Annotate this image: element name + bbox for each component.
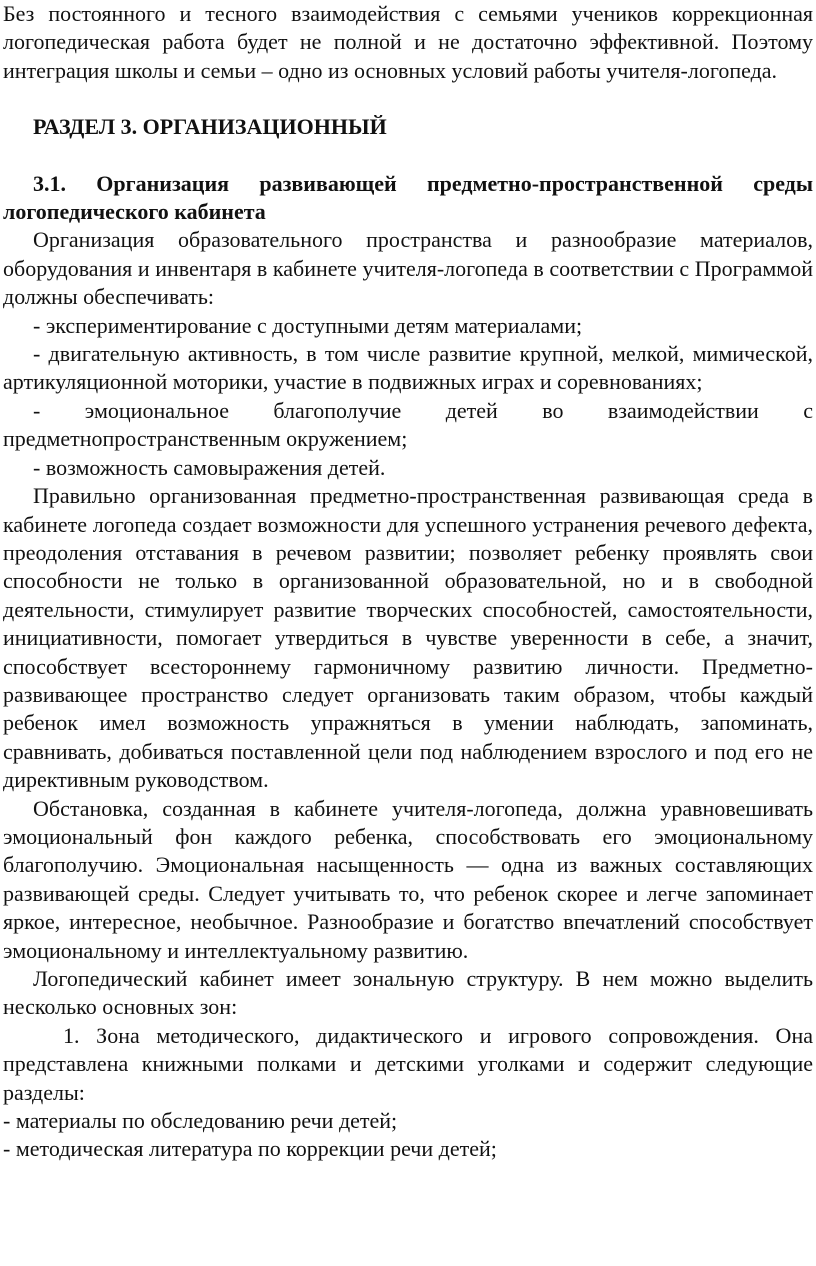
list-item: - экспериментирование с доступными детям материалами; xyxy=(33,312,583,338)
list-item: - материалы по обследованию речи детей; xyxy=(3,1108,398,1134)
zone1-paragraph: 1. Зона методического, дидактического и игрового сопровождения. Она представлена книжными полками и детскими уголками и содержит следующие разделы: xyxy=(3,1022,813,1105)
document-page xyxy=(3,0,813,1164)
list-item: - двигательную активность, в том числе развитие крупной, мелкой, мимической, артикуляционной моторики, участие в подвижных играх и соревнованиях; xyxy=(3,341,813,395)
section-heading: РАЗДЕЛ 3. ОРГАНИЗАЦИОННЫЙ xyxy=(33,114,387,140)
zones-paragraph: Логопедический кабинет имеет зональную структуру. В нем можно выделить несколько основных зон: xyxy=(3,966,813,1020)
program-paragraph: Организация образовательного пространства и разнообразие материалов, оборудования и инвентаря в кабинете учителя-логопеда в соответствии с Программой должны обеспечивать: xyxy=(3,227,813,310)
list-item: - возможность самовыражения детей. xyxy=(33,454,386,480)
environment-paragraph: Правильно организованная предметно-пространственная развивающая среда в кабинете логопеда создает возможности для успешного устранения речевого дефекта, преодоления отставания в речевом развитии; позволяет ребенку проявлять свои способности не только в организованной образовательной, но и в свободной деятельности, стимулирует развитие творческих способностей, самостоятельности, инициативности, помогает утвердиться в чувстве уверенности в себе, а значит, способствует всестороннему гармоничному развитию личности. Предметно-развивающее пространство следует организовать таким образом, чтобы каждый ребенок имел возможность упражняться в умении наблюдать, запоминать, сравнивать, добиваться поставленной цели под наблюдением взрослого и под его не директивным руководством. xyxy=(3,483,813,793)
atmosphere-paragraph: Обстановка, созданная в кабинете учителя-логопеда, должна уравновешивать эмоциональный фон каждого ребенка, способствовать его эмоциональному благополучию. Эмоциональная насыщенность — одна из важных составляющих развивающей среды. Следует учитывать то, что ребенок скорее и легче запоминает яркое, интересное, необычное. Разнообразие и богатство впечатлений способствует эмоциональному и интеллектуальному развитию. xyxy=(3,795,813,963)
list-item: - эмоциональное благополучие детей во взаимодействии с предметнопространственным окружением; xyxy=(3,397,813,452)
intro-paragraph: Без постоянного и тесного взаимодействия с семьями учеников коррекционная логопедическая работа будет не полной и не достаточно эффективной. Поэтому интеграция школы и семьи – одно из основных условий работы учителя-логопеда. xyxy=(3,1,813,83)
subsection-heading: 3.1. Организация развивающей предметно-пространственной среды логопедического кабинета xyxy=(3,170,813,225)
list-item: - методическая литература по коррекции речи детей; xyxy=(3,1136,497,1162)
